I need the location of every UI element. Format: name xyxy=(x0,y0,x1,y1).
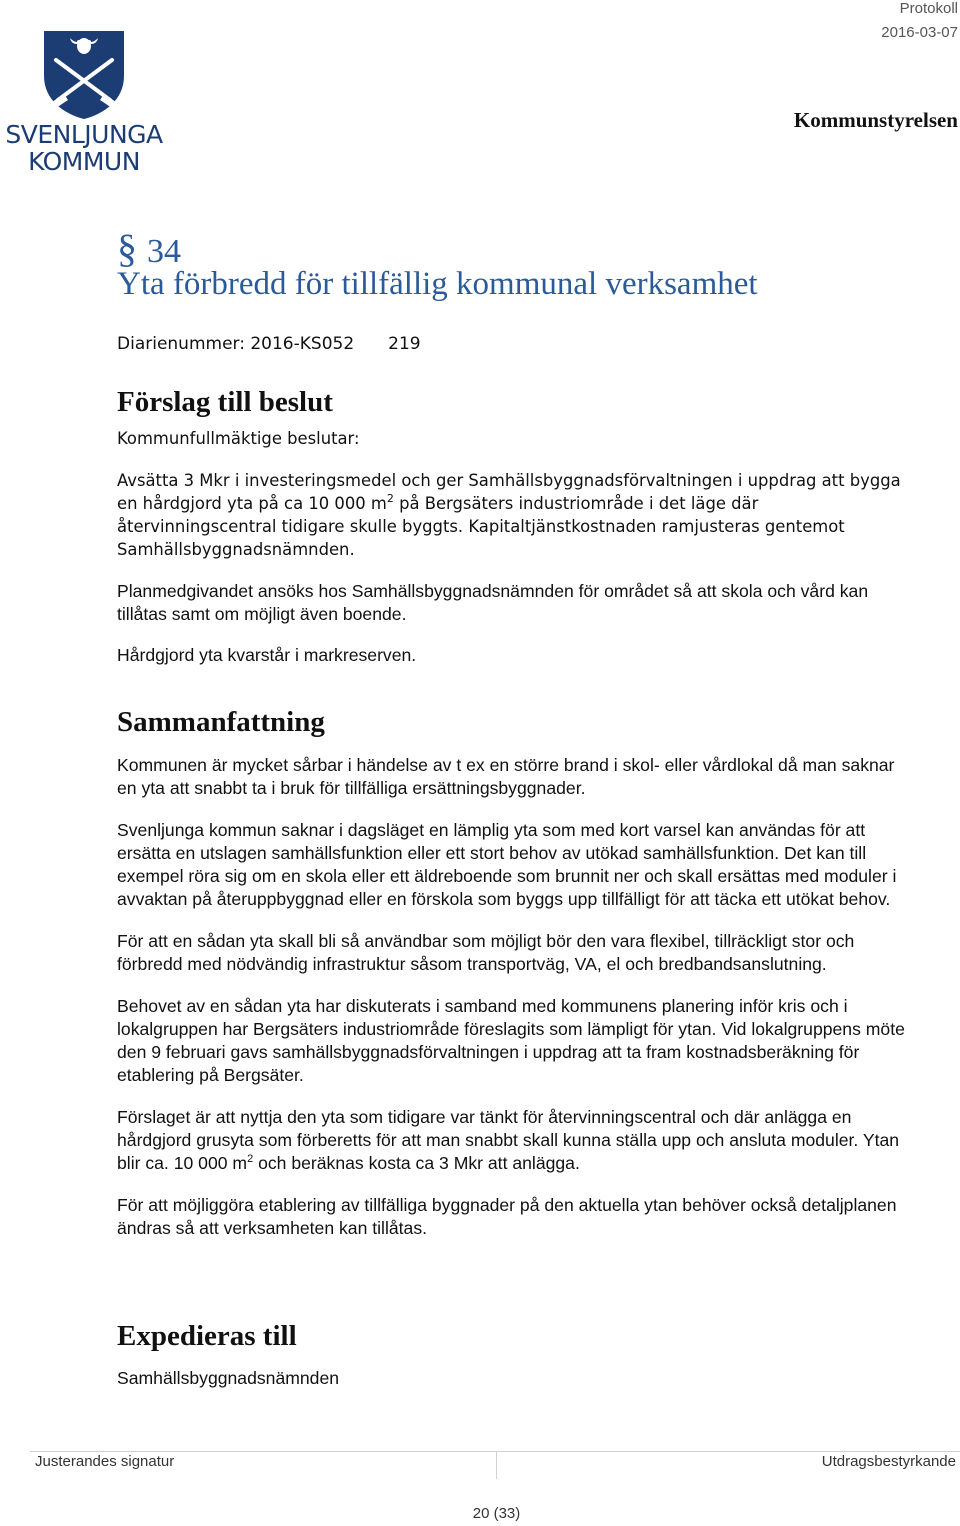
page-number: 20 (33) xyxy=(472,1505,521,1522)
signature-label: Justerandes signatur xyxy=(35,1453,175,1470)
dispatch-heading: Expedieras till xyxy=(117,1320,297,1352)
committee-name: Kommunstyrelsen xyxy=(793,108,958,132)
summary-heading: Sammanfattning xyxy=(117,706,325,738)
summary-p5-superscript: 2 xyxy=(247,1153,254,1165)
section-symbol: § xyxy=(117,226,137,271)
proposal-p1-text-a: Avsätta 3 Mkr i investeringsmedel och ger Samhällsbyggnadsförvaltningen i uppdrag att bygga en hårdgjord yta på ca 10 000 m xyxy=(117,471,901,513)
summary-section xyxy=(117,706,907,1240)
document-type: Protokoll xyxy=(899,0,958,17)
footer-separator xyxy=(496,1451,497,1479)
registry-number xyxy=(117,334,421,354)
logo-text-line2: KOMMUN xyxy=(28,147,140,176)
section-number xyxy=(117,225,181,272)
summary-paragraph-1: Kommunen är mycket sårbar i händelse av t ex en större brand i skol- eller vårdlokal då man saknar en yta att snabbt ta i bruk för tillfälliga ersättningsbyggnader. xyxy=(117,755,895,798)
proposal-p1-superscript: 2 xyxy=(386,492,394,505)
proposal-paragraph-2: Planmedgivandet ansöks hos Samhällsbyggnadsnämnden för området så att skola och vård kan tillåtas samt om möjligt även boende. xyxy=(117,581,869,624)
logo-text-line1: SVENLJUNGA xyxy=(5,120,163,149)
summary-p5-text-b: och beräknas kosta ca 3 Mkr att anlägga. xyxy=(253,1153,580,1173)
municipality-logo xyxy=(4,28,164,176)
summary-paragraph-5 xyxy=(117,1106,907,1175)
proposal-heading: Förslag till beslut xyxy=(117,386,333,418)
section-title: Yta förbredd för tillfällig kommunal verksamhet xyxy=(117,266,758,302)
dispatch-recipient: Samhällsbyggnadsnämnden xyxy=(117,1368,340,1388)
summary-paragraph-2: Svenljunga kommun saknar i dagsläget en lämplig yta som med kort varsel kan användas för att ersätta en utslagen samhällsfunktion eller ett stort behov av utökad samhällsfunktion. Det kan till exempel röra sig om en skola eller ett äldreboende som brunnit ner och skall ersättas med moduler i avvaktan på återuppbyggnad eller en förskola som byggs upp tillfälligt för att täcka ett utökat behov. xyxy=(117,820,897,909)
footer-divider xyxy=(30,1451,960,1452)
section-number-value: 34 xyxy=(147,233,181,270)
summary-paragraph-6: För att möjliggöra etablering av tillfälliga byggnader på den aktuella ytan behöver också detaljplanen ändras så att verksamheten kan tillåtas. xyxy=(117,1195,897,1238)
proposal-paragraph-3: Hårdgjord yta kvarstår i markreserven. xyxy=(117,645,417,665)
summary-paragraph-3: För att en sådan yta skall bli så användbar som möjligt bör den vara flexibel, tillräckligt stor och förbredd med nödvändig infrastruktur såsom transportväg, VA, el och bredbandsanslutning. xyxy=(117,931,855,974)
summary-p5-text-a: Förslaget är att nyttja den yta som tidigare var tänkt för återvinningscentral och där anlägga en hårdgjord grusyta som förberetts för att man snabbt skall kunna ställa upp och ansluta moduler. Ytan blir ca. 10 000 m xyxy=(117,1107,900,1173)
registry-label: Diarienummer: 2016-KS052 xyxy=(117,334,355,354)
proposal-section xyxy=(117,386,907,667)
coat-of-arms-icon xyxy=(4,28,164,120)
dispatch-section xyxy=(117,1320,907,1390)
document-date: 2016-03-07 xyxy=(881,24,958,41)
certification-label: Utdragsbestyrkande xyxy=(821,1453,956,1470)
proposal-paragraph-1 xyxy=(117,469,907,561)
registry-sub-number: 219 xyxy=(388,334,421,354)
proposal-intro: Kommunfullmäktige beslutar: xyxy=(117,429,360,448)
summary-paragraph-4: Behovet av en sådan yta har diskuterats i samband med kommunens planering inför kris och i lokalgruppen har Bergsäters industriområde föreslagits som lämpligt för ytan. Vid lokalgruppens möte den 9 februari gavs samhällsbyggnadsförvaltningen i uppdrag att ta fram kostnadsberäkning för etablering på Bergsäter. xyxy=(117,996,905,1085)
proposal-p1-text-b: på Bergsäters industriområde i det läge där återvinningscentral tidigare skulle byggts. Kapitaltjänstkostnaden ramjusteras gentemot Samhällsbyggnadsnämnden. xyxy=(117,494,845,559)
document-header xyxy=(881,0,958,41)
